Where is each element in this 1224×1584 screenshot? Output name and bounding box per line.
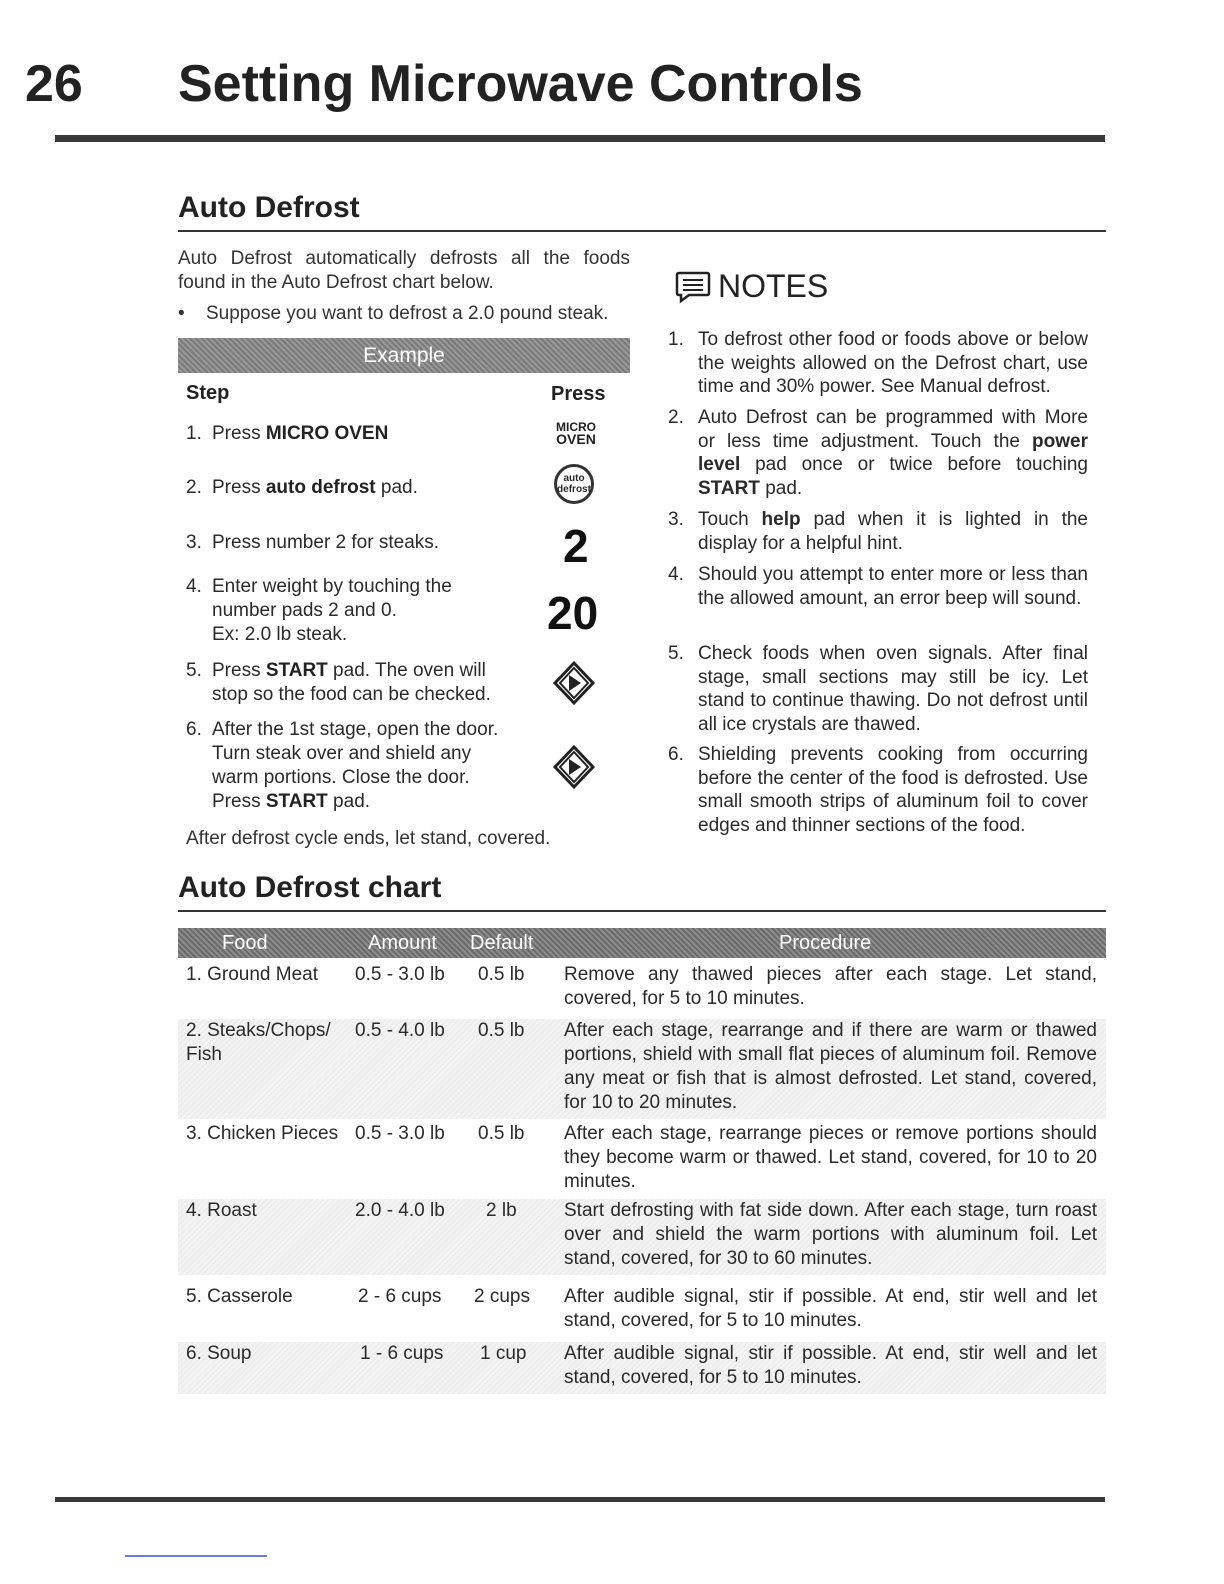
table-row: 2. Steaks/Chops/ Fish 0.5 - 4.0 lb 0.5 lb After each stage, rearrange and if there are warm or thawed portions, shield with small flat pieces of aluminum foil. Remove any meat or fish that is almost defrosted. Let stand, covered, for 10 to 20 minutes. <box>178 1019 1106 1119</box>
step-6: 6. After the 1st stage, open the door. Turn steak over and shield any warm portions. Close the door. Press START pad. <box>186 719 499 812</box>
step-1: 1. Press MICRO OVEN <box>186 423 389 444</box>
bullet-icon: • <box>178 303 185 324</box>
table-row: 6. Soup 1 - 6 cups 1 cup After audible signal, stir if possible. At end, stir well and let stand, covered, for 5 to 10 minutes. <box>178 1342 1106 1394</box>
intro-text: Auto Defrost automatically defrosts all the foods found in the Auto Defrost chart below. <box>178 248 630 293</box>
header-default: Default <box>470 932 534 954</box>
bullet-item: • Suppose you want to defrost a 2.0 pound steak. <box>178 303 609 324</box>
note-item: 4. Should you attempt to enter more or less than the allowed amount, an error beep will sound. <box>668 564 1088 609</box>
notes-heading: NOTES <box>718 268 829 304</box>
note-item: 2. Auto Defrost can be programmed with More or less time adjustment. Touch the power level pad once or twice before touching START pad. <box>668 407 1088 499</box>
step-4: 4. Enter weight by touching the number pads 2 and 0. Ex: 2.0 lb steak. <box>186 576 452 645</box>
footer-rule <box>55 1497 1105 1502</box>
header-amount: Amount <box>368 932 437 954</box>
step-5: 5. Press START pad. The oven will stop so the food can be checked. <box>186 660 491 705</box>
number-2-pad: 2 <box>563 520 589 572</box>
section-rule <box>178 910 1106 912</box>
number-20-pads: 20 <box>547 587 599 639</box>
header-rule <box>55 135 1105 142</box>
footer-link-line <box>125 1555 267 1557</box>
table-row: 3. Chicken Pieces 0.5 - 3.0 lb 0.5 lb After each stage, rearrange pieces or remove portions should they become warm or thawed. Let stand, covered, for 10 to 20 minutes. <box>186 1123 1097 1192</box>
auto-defrost-heading: Auto Defrost <box>178 191 360 224</box>
example-bar: Example <box>178 338 630 373</box>
step-3: 3. Press number 2 for steaks. <box>186 532 440 553</box>
page-number: 26 <box>25 55 83 113</box>
note-item: 3. Touch help pad when it is lighted in the display for a helpful hint. <box>668 509 1088 554</box>
chart-heading: Auto Defrost chart <box>178 871 442 904</box>
start-pad-icon <box>552 744 596 790</box>
step-header: Step <box>186 382 230 404</box>
header-food: Food <box>222 932 268 954</box>
note-item: 6. Shielding prevents cooking from occurring before the center of the food is defrosted. Use small smooth strips of aluminum foil to cover edges and thinner sections of the food. <box>668 744 1088 836</box>
after-defrost-note: After defrost cycle ends, let stand, covered. <box>186 828 551 849</box>
notes-icon <box>675 270 711 304</box>
section-rule <box>178 230 1106 232</box>
micro-oven-pad-icon: MICRO OVEN <box>556 420 596 447</box>
table-row: 5. Casserole 2 - 6 cups 2 cups After audible signal, stir if possible. At end, stir well and let stand, covered, for 5 to 10 minutes. <box>186 1286 1097 1331</box>
header-procedure: Procedure <box>779 932 872 954</box>
note-item: 5. Check foods when oven signals. After final stage, small sections may still be icy. Let stand to continue thawing. Do not defrost until all ice crystals are thawed. <box>668 643 1088 735</box>
auto-defrost-pad-icon: auto defrost <box>554 464 594 504</box>
step-2: 2. Press auto defrost pad. <box>186 477 418 498</box>
table-row: 1. Ground Meat 0.5 - 3.0 lb 0.5 lb Remove any thawed pieces after each stage. Let stand, covered, for 5 to 10 minutes. <box>186 964 1097 1009</box>
press-header: Press <box>551 383 606 405</box>
start-pad-icon <box>552 660 596 706</box>
page-title: Setting Microwave Controls <box>178 55 863 113</box>
table-row: 4. Roast 2.0 - 4.0 lb 2 lb Start defrosting with fat side down. After each stage, turn roast over and shield the warm portions with aluminum foil. Let stand, covered, for 30 to 60 minutes. <box>178 1199 1106 1275</box>
note-item: 1. To defrost other food or foods above or below the weights allowed on the Defrost chart, use time and 30% power. See Manual defrost. <box>668 329 1088 398</box>
chart-header-row <box>178 928 1106 958</box>
